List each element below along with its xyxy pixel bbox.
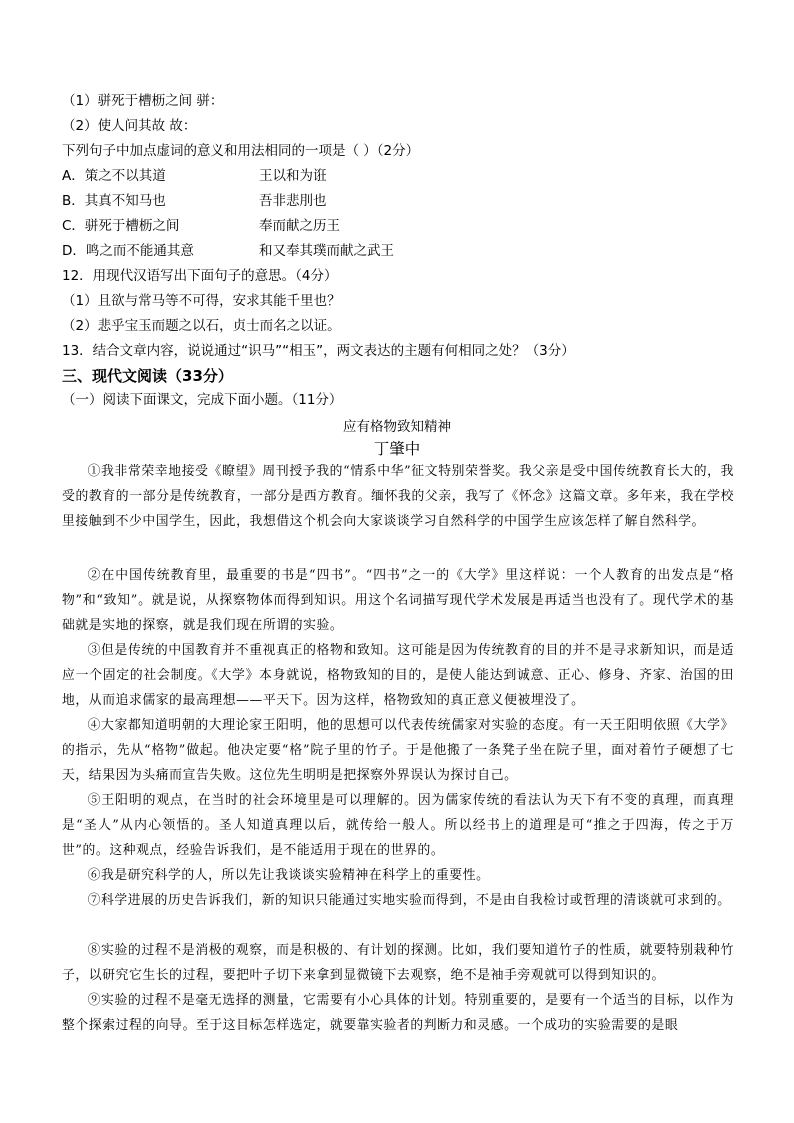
- article-paragraph: ⑦科学进展的历史告诉我们，新的知识只能通过实地实验而得到，不是由自我检讨或哲理的清谈就可求到的。: [87, 893, 731, 908]
- option-text: B．其真不知马也: [62, 193, 166, 209]
- question-13: 13．结合文章内容，说说通过“识马”“相玉”，两文表达的主题有何相同之处？（3分）: [62, 343, 575, 359]
- option-compare-text: 和又奉其璞而献之武王: [259, 243, 394, 259]
- section-subheading: （一）阅读下面课文，完成下面小题。（11分）: [62, 392, 343, 408]
- option-text: D．鸣之而不能通其意: [62, 243, 194, 259]
- option-text: C．骈死于槽枥之间: [62, 218, 180, 234]
- question-11-prompt: 下列句子中加点虚词的意义和用法相同的一项是（ ）（2分）: [62, 143, 420, 159]
- article-paragraph: ⑥我是研究科学的人，所以先让我谈谈实验精神在科学上的重要性。: [87, 868, 490, 883]
- option-compare-text: 王以和为诳: [259, 168, 327, 184]
- article-paragraph: ③但是传统的中国教育并不重视真正的格物和致知。这可能是因为传统教育的目的并不是寻求新知识，而是适应一个固定的社会制度。《大学》本身就说，格物致知的目的，是使人能达到诚意、正心、修身、齐家、治国的田地，从而追求儒家的最高理想——平天下。因为这样，格物致知的真正意义便被埋没了。: [62, 643, 734, 708]
- article-author: 丁肇中: [373, 440, 421, 458]
- option-text: A．策之不以其道: [62, 168, 166, 184]
- article-paragraph: ⑧实验的过程不是消极的观察，而是积极的、有计划的探测。比如，我们要知道竹子的性质，就要特别栽种竹子，以研究它生长的过程，要把叶子切下来拿到显微镜下去观察，绝不是袖手旁观就可以得到知识的。: [62, 943, 734, 983]
- question-10-2: （2）使人问其故 故：: [62, 118, 197, 134]
- option-compare-text: 奉而献之历王: [259, 218, 340, 234]
- article-paragraph: ④大家都知道明朝的大理论家王阳明，他的思想可以代表传统儒家对实验的态度。有一天王阳明依照《大学》的指示，先从“格物”做起。他决定要“格”院子里的竹子。于是他搬了一条凳子坐在院子里，面对着竹子硬想了七天，结果因为头痛而宣告失败。这位先生明明是把探察外界误认为探讨自己。: [62, 718, 734, 783]
- question-12: 12．用现代汉语写出下面句子的意思。（4分）: [62, 268, 338, 284]
- option-compare-text: 吾非悲刖也: [259, 193, 327, 209]
- question-12-1: （1）且欲与常马等不可得，安求其能千里也？: [62, 293, 341, 309]
- article-paragraph: ⑤王阳明的观点，在当时的社会环境里是可以理解的。因为儒家传统的看法认为天下有不变的真理，而真理是“圣人”从内心领悟的。圣人知道真理以后，就传给一般人。所以经书上的道理是可“推之于四海，传之于万世”的。这种观点，经验告诉我们，是不能适用于现在的世界的。: [62, 793, 734, 858]
- article-paragraph: ⑨实验的过程不是毫无选择的测量，它需要有小心具体的计划。特别重要的，是要有一个适当的目标，以作为整个探索过程的向导。至于这目标怎样选定，就要靠实验者的判断力和灵感。一个成功的实验需要的是眼: [62, 993, 734, 1033]
- article-title: 应有格物致知精神: [343, 419, 451, 435]
- article-paragraph: ②在中国传统教育里，最重要的书是“四书”。“四书”之一的《大学》里这样说：一个人教育的出发点是“格物”和“致知”。就是说，从探察物体而得到知识。用这个名词描写现代学术发展是再适当也没有了。现代学术的基础就是实地的探察，就是我们现在所谓的实验。: [62, 568, 734, 633]
- section-heading: 三、现代文阅读（33分）: [62, 367, 233, 385]
- article-paragraph: ①我非常荣幸地接受《瞭望》周刊授予我的“情系中华”征文特别荣誉奖。我父亲是受中国传统教育长大的，我受的教育的一部分是传统教育，一部分是西方教育。缅怀我的父亲，我写了《怀念》这篇文章。多年来，我在学校里接触到不少中国学生，因此，我想借这个机会向大家谈谈学习自然科学的中国学生应该怎样了解自然科学。: [62, 464, 734, 529]
- question-10-1: （1）骈死于槽枥之间 骈：: [62, 93, 224, 109]
- question-12-2: （2）悲乎宝玉而题之以石，贞士而名之以证。: [62, 318, 341, 334]
